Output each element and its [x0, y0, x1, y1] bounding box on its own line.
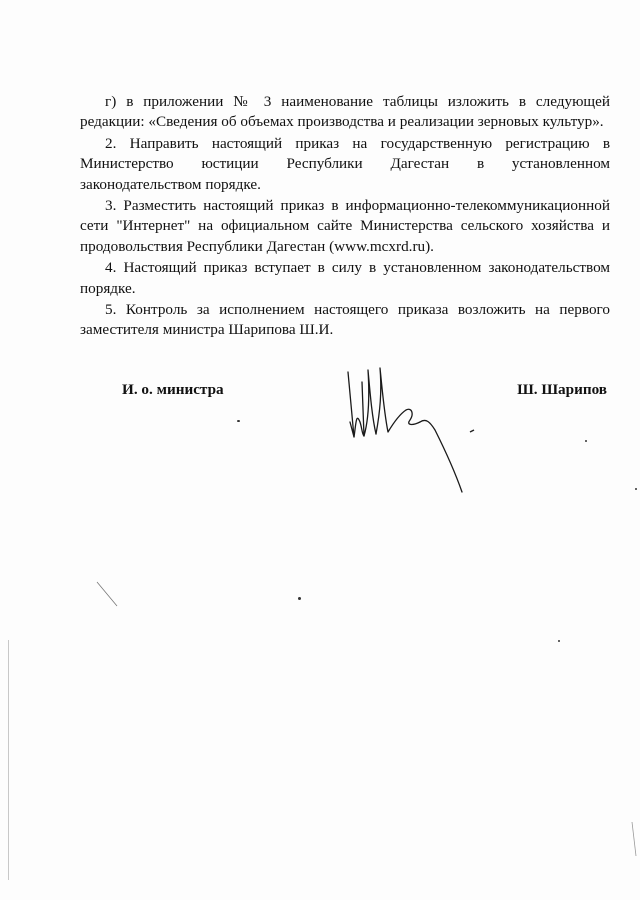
order-body: [80, 92, 610, 342]
paragraph-entry-into-force: 4. Настоящий приказ вступает в силу в установленном законодательством порядке.: [80, 259, 610, 297]
scan-speck: [237, 420, 240, 422]
handwritten-signature: [340, 362, 480, 497]
scan-stroke: [630, 820, 640, 860]
signature-tick-mark: [470, 430, 474, 432]
paragraph-registration: 2. Направить настоящий приказ на государственную регистрацию в Министерство юстиции Республики Дагестан в установленном законодательством порядке.: [80, 134, 610, 193]
signature-position-title: И. о. министра: [122, 381, 224, 398]
signature-signer-name: Ш. Шарипов: [517, 381, 607, 398]
scan-speck: [635, 488, 637, 490]
scan-speck: [558, 640, 560, 642]
paragraph-appendix-3: г) в приложении № 3 наименование таблицы изложить в следующей редакции: «Сведения об объемах производства и реализации зерновых культур».: [80, 93, 610, 131]
paragraph-publication: 3. Разместить настоящий приказ в информационно-телекоммуникационной сети "Интернет" на официальном сайте Министерства сельского хозяйства и продовольствия Республики Дагестан (www.mcxrd.ru).: [80, 197, 610, 255]
scan-stroke: [95, 580, 125, 610]
scan-speck: [298, 597, 301, 600]
scan-speck: [585, 440, 587, 442]
paragraph-control: 5. Контроль за исполнением настоящего приказа возложить на первого заместителя министра Шарипова Ш.И.: [80, 301, 610, 339]
scan-edge-line: [8, 640, 9, 880]
